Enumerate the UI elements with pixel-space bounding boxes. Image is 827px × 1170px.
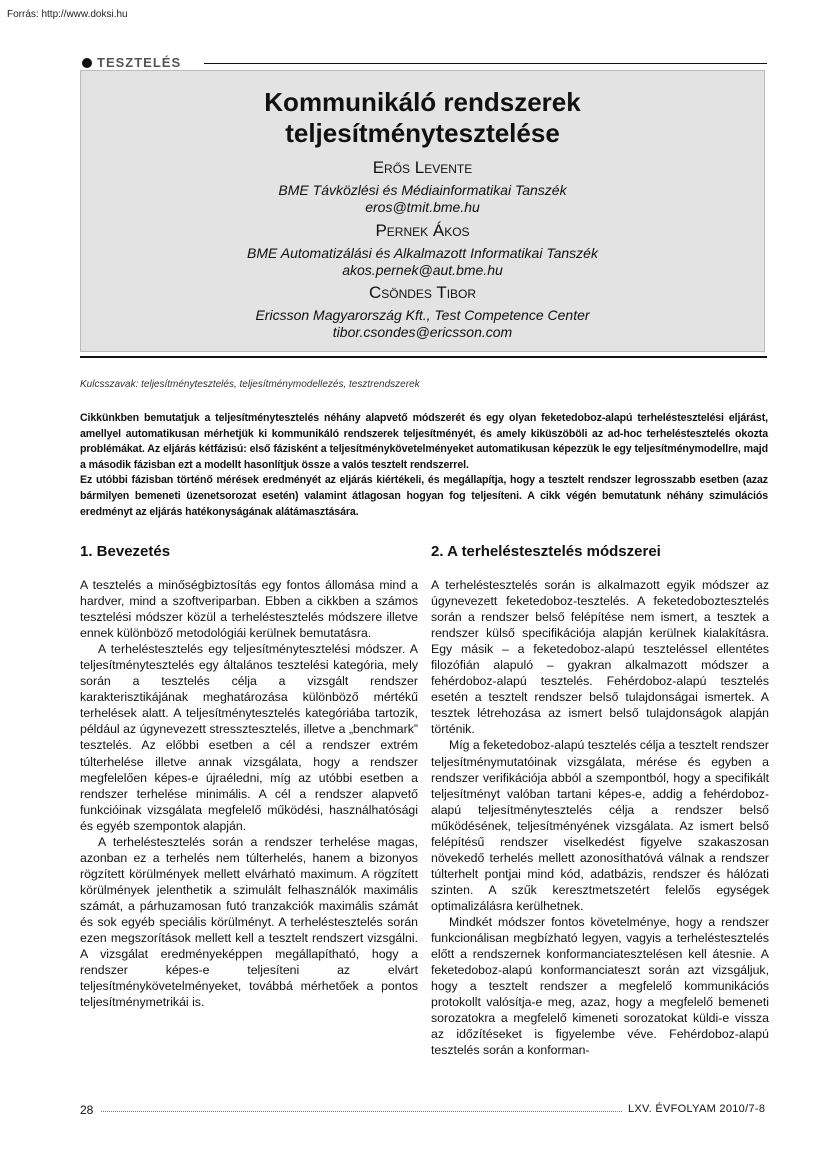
section-1-heading: 1. Bevezetés [80, 543, 171, 560]
section-tag [82, 55, 767, 71]
abstract-paragraph: Ez utóbbi fázisban történő mérések eredményét az eljárás kiértékeli, és megállapítja, hogy a tesztelt rendszer legrosszabb esetben (azaz bármilyen bemeneti üzenetsorozat esetén) valamint átlagosan hogyan fog teljesíteni. A cikk végén bemutatunk néhány szimulációs eredményt az eljárás hatékonyságának alátámasztására. [80, 474, 768, 518]
body-paragraph: Míg a feketedoboz-alapú tesztelés célja a tesztelt rendszer teljesítménymutatóinak vizsgálata, mérése és egyben a rendszer verifikációja abból a szempontból, hogy a specifikált teljesítményt valóban tartani képes-e, addig a fehérdoboz-alapú teljesítménytesztelés célja a rendszer belső működésének, teljesítményének vizsgálata. Az ismert belső felépítésű rendszer viselkedést figyelve szakaszosan növekedő terhelés mellett azonosíthatóvá válnak a rendszer túlterhelt pontjai mind kód, adatbázis, rendszer és hálózati szinten. A szűk keresztmetszetért felelős egységek optimalizálásra kerülhetnek. [431, 738, 769, 913]
author-affiliation: Ericsson Magyarország Kft., Test Competence Center [255, 307, 590, 323]
body-paragraph: A tesztelés a minőségbiztosítás egy fontos állomása mind a hardver, mind a szoftveriparban. Ebben a cikkben a számos tesztelési módszer közül a terheléstesztelés módszere illetve ennek különböző metodológiái kerülnek bemutatásra. [80, 578, 418, 641]
body-paragraph: Mindkét módszer fontos követelménye, hogy a rendszer funkcionálisan megbízható legyen, vagyis a terheléstesztelés előtt a rendszernek konformanciatesztelésen kell átesnie. A feketedoboz-alapú konformanciateszt során azt vizsgáljuk, hogy a tesztelt rendszer a megfelelő kommunikációs protokollt valósítja-e meg, azaz, hogy a megfelelő bemeneti sorozatokra a megfelelő kimeneti sorozatokat küldi-e vissza az időzítéseket is figyelembe véve. Fehérdoboz-alapú tesztelés során a konforman- [431, 914, 769, 1058]
author-email: akos.pernek@aut.bme.hu [342, 262, 503, 278]
author-email: eros@tmit.bme.hu [365, 199, 480, 215]
column-left [80, 577, 418, 1010]
author-name: Pernek Ákos [375, 221, 470, 240]
author-affiliation: BME Távközlési és Médiainformatikai Tanszék [278, 182, 567, 198]
author-name: Erős Levente [372, 158, 473, 177]
author-name: Csöndes Tibor [368, 283, 477, 302]
section-2-heading: 2. A terheléstesztelés módszerei [431, 543, 661, 560]
body-paragraph: A terheléstesztelés során is alkalmazott egyik módszer az úgynevezett feketedoboz-tesztelés. A feketedoboztesztelés során a rendszer belső felépítése nem ismert, a tesztek a rendszer külső specifikációja alapján kerülnek kialakításra. Egy másik – a feketedoboz-alapú teszteléssel ellentétes filozófián alapuló – gyakran alkalmazott módszer a fehérdoboz-alapú tesztelés. Fehérdoboz-alapú tesztelés esetén a tesztelt rendszer belső tulajdonságai ismertek. A tesztek létrehozása az ismert belső tulajdonságok alapján történik. [431, 578, 769, 737]
page-number: 28 [80, 1103, 94, 1117]
abstract [80, 411, 768, 520]
footer-divider [101, 1111, 622, 1112]
article-title [81, 87, 764, 149]
body-paragraph: A terheléstesztelés során a rendszer terhelése magas, azonban ez a terhelés nem túlterhelés, hanem a bizonyos rögzített körülmények mellett elvárható maximum. A rögzített körülmények jelenthetik a szimulált felhasználók maximális számát, a párhuzamosan futó tranzakciók maximális számát és sok egyéb speciális körülményt. A terheléstesztelés során ezen megszorítások mellett kell a tesztelt rendszert vizsgálni. A vizsgálat eredményeképpen megállapítható, hogy a rendszer képes-e teljesíteni az elvárt teljesítménykövetelményeket, továbbá mérhetőek a pontos teljesítménymetrikái is. [80, 834, 418, 1010]
keywords: Kulcsszavak: teljesítménytesztelés, teljesítménymodellezés, tesztrendszerek [80, 379, 420, 390]
body-paragraph: A terheléstesztelés egy teljesítménytesztelési módszer. A teljesítménytesztelés egy általános tesztelési kategória, mely során a tesztelés célja a vizsgált rendszer karakterisztikájának meghatározása különböző mértékű terhelések alatt. A teljesítménytesztelés kategóriába tartozik, például az úgynevezett stressztesztelés, illetve a „benchmark” tesztelés. Az előbbi esetben a cél a rendszer extrém túlterhelése illetve annak vizsgálata, hogy a rendszer megfelelően képes-e újraéledni, míg az utóbbi esetben a rendszer terhelése minimális. A cél a rendszer alapvető funkcióinak vizsgálata megfelelő működési, használhatósági és egyéb szempontok alapján. [80, 642, 418, 833]
section-tag-label: TESZTELÉS [97, 55, 182, 70]
title-line-1: Kommunikáló rendszerek [264, 87, 581, 117]
section-rule [204, 63, 767, 64]
source-line: Forrás: http://www.doksi.hu [7, 9, 128, 20]
title-block [80, 70, 765, 352]
author-affiliation: BME Automatizálási és Alkalmazott Informatikai Tanszék [247, 245, 598, 261]
bullet-icon [82, 58, 92, 68]
volume-label: LXV. ÉVFOLYAM 2010/7-8 [628, 1103, 766, 1115]
abstract-paragraph: Cikkünkben bemutatjuk a teljesítménytesztelés néhány alapvető módszerét és egy olyan feketedoboz-alapú terheléstesztelési eljárást, amellyel automatikusan mérhetjük ki kommunikáló rendszerek teljesítményét, és amely kiküszöböli az ad-hoc terheléstesztelés okozta problémákat. Az eljárás kétfázisú: első fázisként a teljesítménykövetelményeket automatikusan képezzük le egy teljesítménymodellre, majd a második fázisban ezt a modellt hasonlítjuk össze a valós tesztelt rendszerrel. [80, 412, 768, 471]
column-right [431, 577, 769, 1058]
header-divider [80, 356, 767, 358]
title-line-2: teljesítménytesztelése [285, 118, 560, 148]
author-email: tibor.csondes@ericsson.com [332, 324, 513, 340]
